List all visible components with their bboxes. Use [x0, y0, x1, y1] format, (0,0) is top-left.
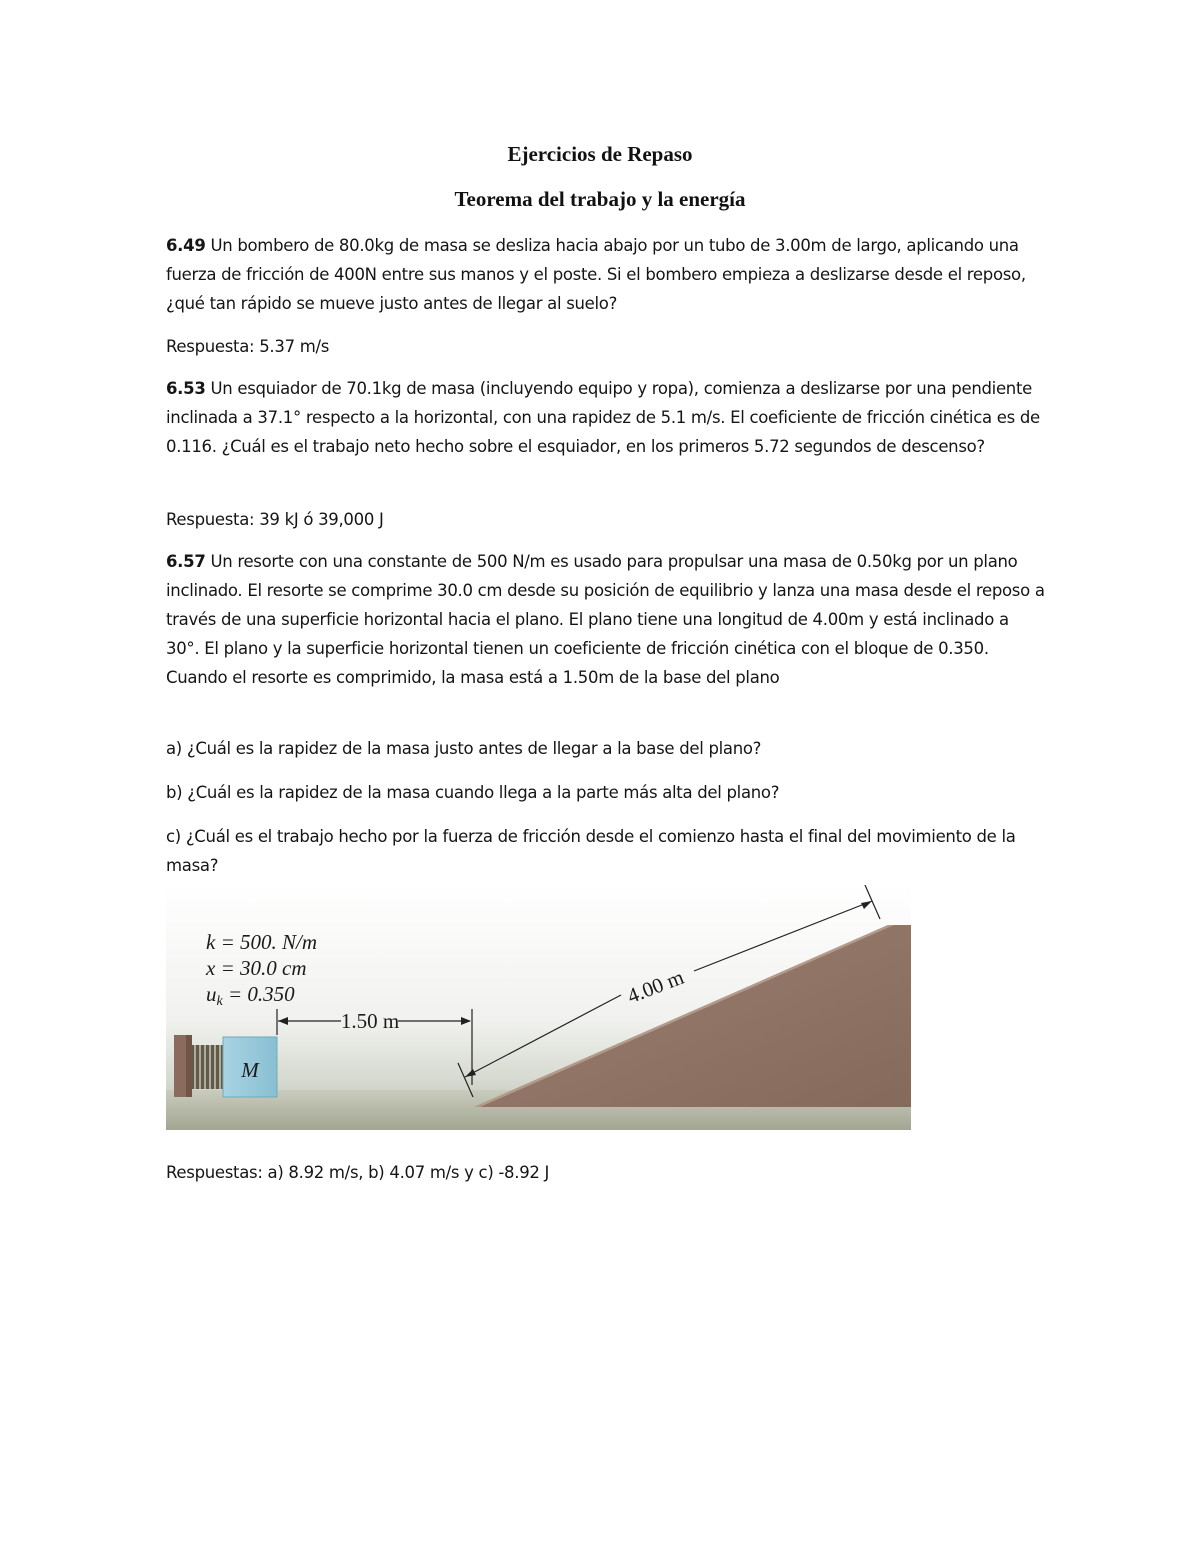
spring-incline-figure: [166, 885, 911, 1130]
question-c: c) ¿Cuál es el trabajo hecho por la fuerza de fricción desde el comienzo hasta el final del movimiento de la masa?: [166, 827, 1016, 875]
figure-svg: [166, 885, 911, 1130]
incline-length-label: 4.00 m: [623, 964, 688, 1009]
problem-6-53: [166, 374, 1046, 461]
wall-edge: [186, 1035, 192, 1097]
problem-number: 6.57: [166, 552, 206, 571]
distance-label: 1.50 m: [340, 1009, 400, 1033]
problem-text: Un esquiador de 70.1kg de masa (incluyendo equipo y ropa), comienza a deslizarse por una pendiente inclinada a 37.1° respecto a la horizontal, con una rapidez de 5.1 m/s. El coeficiente de fricción cinética es de 0.116. ¿Cuál es el trabajo neto hecho sobre el esquiador, en los primeros 5.72 segundos de descenso?: [166, 379, 1040, 456]
problem-6-57-answers: Respuestas: a) 8.92 m/s, b) 4.07 m/s y c) -8.92 J: [166, 1163, 550, 1182]
spring-constant-label: k = 500. N/m: [206, 930, 317, 954]
document-title: Ejercicios de Repaso: [507, 142, 693, 166]
question-a: a) ¿Cuál es la rapidez de la masa justo antes de llegar a la base del plano?: [166, 739, 762, 758]
problem-6-49: [166, 231, 1046, 318]
compression-label: x = 30.0 cm: [206, 956, 307, 980]
mu-value: = 0.350: [222, 982, 295, 1006]
spring: [192, 1045, 224, 1089]
problem-text: Un bombero de 80.0kg de masa se desliza hacia abajo por un tubo de 3.00m de largo, aplicando una fuerza de fricción de 400N entre sus manos y el poste. Si el bombero empieza a deslizarse desde el reposo, ¿qué tan rápido se mueve justo antes de llegar al suelo?: [166, 236, 1026, 313]
problem-6-49-answer: Respuesta: 5.37 m/s: [166, 337, 330, 356]
block-label: M: [241, 1058, 259, 1082]
mu-symbol: u: [206, 982, 217, 1006]
mu-subscript: k: [216, 994, 223, 1009]
problem-number: 6.49: [166, 236, 206, 255]
problem-number: 6.53: [166, 379, 206, 398]
problem-text: Un resorte con una constante de 500 N/m es usado para propulsar una masa de 0.50kg por un plano inclinado. El resorte se comprime 30.0 cm desde su posición de equilibrio y lanza una masa desde el reposo a través de una superficie horizontal hacia el plano. El plano tiene una longitud de 4.00m y está inclinado a 30°. El plano y la superficie horizontal tienen un coeficiente de fricción cinética con el bloque de 0.350. Cuando el resorte es comprimido, la masa está a 1.50m de la base del plano: [166, 552, 1045, 687]
problem-6-53-answer: Respuesta: 39 kJ ó 39,000 J: [166, 510, 384, 529]
question-b: b) ¿Cuál es la rapidez de la masa cuando llega a la parte más alta del plano?: [166, 783, 780, 802]
document-subtitle: Teorema del trabajo y la energía: [454, 187, 746, 211]
problem-6-57: [166, 547, 1046, 692]
